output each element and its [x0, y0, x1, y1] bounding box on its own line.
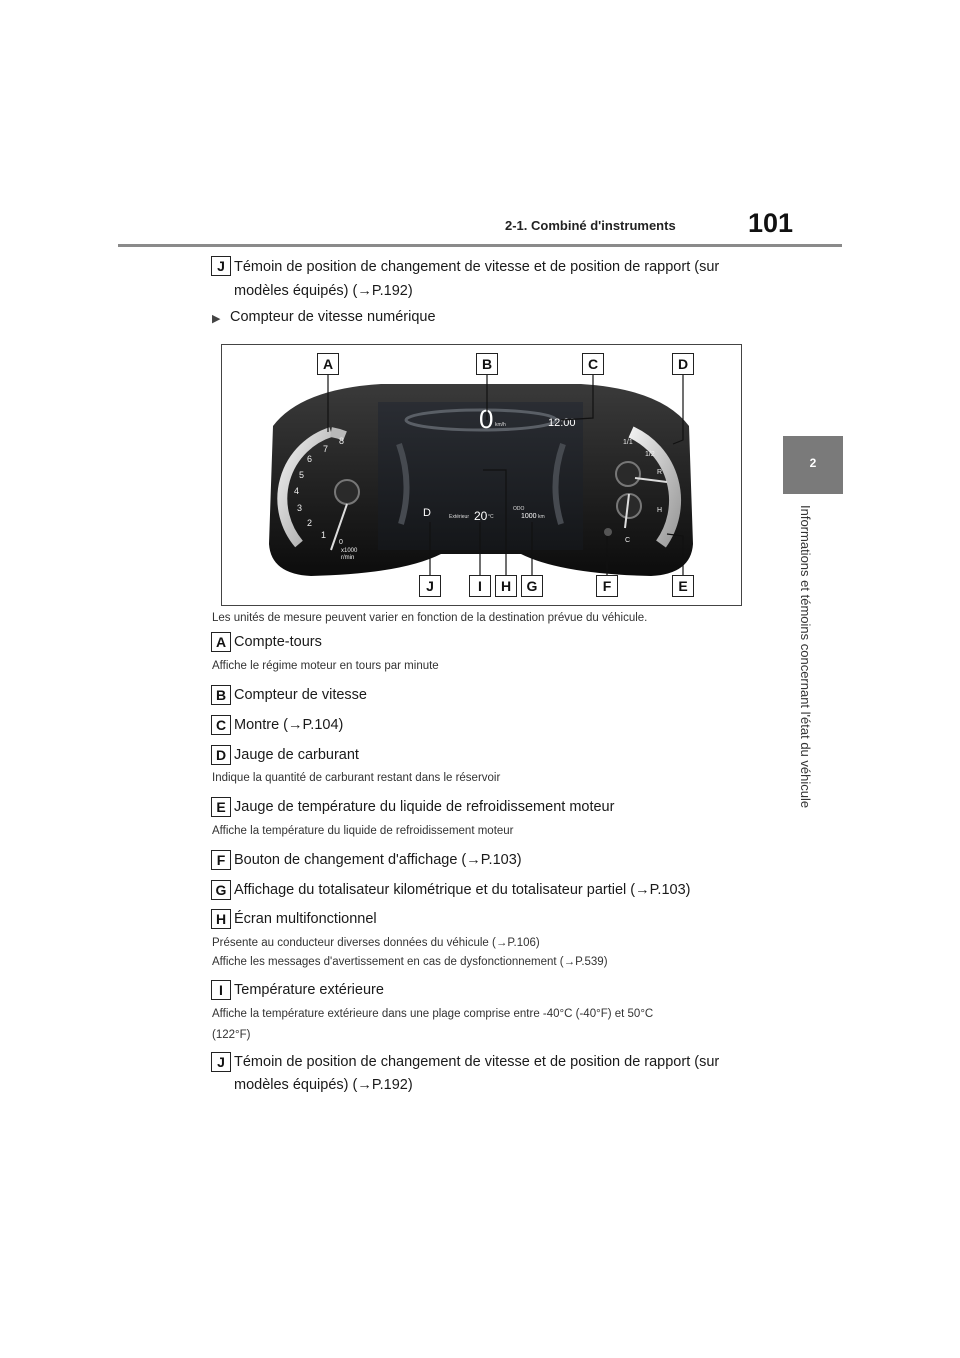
item-desc-h-1: Présente au conducteur diverses données du véhicule (→P.106) [212, 937, 540, 949]
badge-j-2: J [211, 1052, 231, 1072]
badge-b: B [211, 685, 231, 705]
item-title-h: Écran multifonctionnel [234, 911, 377, 927]
badge-d: D [211, 745, 231, 765]
outside-temp: 20 [474, 509, 488, 523]
outside-unit: °C [488, 514, 494, 520]
tach-number-6: 6 [307, 454, 313, 464]
badge-a: A [211, 632, 231, 652]
badge-e: E [211, 797, 231, 817]
page-number: 101 [748, 208, 794, 238]
clock-value: 12:00 [548, 417, 576, 429]
badge-i: I [211, 980, 231, 1000]
callout-e: E [672, 575, 694, 597]
badge-g: G [211, 880, 231, 900]
odo-label: ODO [513, 506, 525, 512]
tach-unit-bottom: r/min [341, 555, 355, 561]
item-desc-i-1: Affiche la température extérieure dans une plage comprise entre -40°C (-40°F) et 50°C [212, 1008, 654, 1020]
tach-number-1: 1 [321, 530, 327, 540]
callout-b: B [476, 353, 498, 375]
item-desc-d: Indique la quantité de carburant restant dans le réservoir [212, 772, 501, 784]
fuel-hub [616, 462, 640, 486]
item-desc-a: Affiche le régime moteur en tours par minute [212, 660, 439, 672]
item-title-d: Jauge de carburant [234, 747, 359, 763]
intro-line-2: modèles équipés) (→P.192) [234, 283, 413, 299]
callout-i: I [469, 575, 491, 597]
item-desc-i-2: (122°F) [212, 1029, 251, 1041]
callout-h: H [495, 575, 517, 597]
odo-unit: km [538, 514, 545, 520]
outside-label: Extérieur [449, 514, 470, 520]
header-rule [118, 244, 842, 247]
callout-a: A [317, 353, 339, 375]
subheading: Compteur de vitesse numérique [230, 309, 436, 325]
tach-number-2: 2 [307, 518, 313, 528]
item-title-a: Compte-tours [234, 634, 322, 650]
fuel-label-full: 1/1 [623, 439, 633, 446]
gear-indicator: D [423, 507, 431, 519]
chapter-title-vertical [775, 505, 835, 835]
tach-hub [335, 480, 359, 504]
temp-label-cold: C [625, 537, 631, 544]
tach-unit-top: x1000 [341, 548, 358, 554]
badge-c: C [211, 715, 231, 735]
item-title-f: Bouton de changement d'affichage (→P.103) [234, 852, 522, 868]
chapter-number: 2 [809, 456, 817, 470]
fuel-label-half: 1/2 [645, 451, 655, 458]
callout-f: F [596, 575, 618, 597]
item-desc-e: Affiche la température du liquide de refroidissement moteur [212, 825, 514, 837]
callout-d: D [672, 353, 694, 375]
section-title: 2-1. Combiné d'instruments [505, 218, 676, 233]
tach-number-7: 7 [323, 444, 329, 454]
badge-f: F [211, 850, 231, 870]
tach-number-5: 5 [299, 470, 305, 480]
item-title-c: Montre (→P.104) [234, 717, 344, 733]
badge-j: J [211, 256, 231, 276]
item-title-e: Jauge de température du liquide de refroidissement moteur [234, 799, 615, 815]
instrument-cluster-illustration [221, 344, 740, 604]
speed-unit: km/h [495, 422, 506, 428]
item-title-i: Température extérieure [234, 982, 384, 998]
speed-value: 0 [479, 404, 494, 434]
temp-label-hot: H [657, 507, 663, 514]
tach-number-4: 4 [294, 486, 300, 496]
fuel-label-reserve: R [657, 469, 663, 476]
item-title-b: Compteur de vitesse [234, 687, 367, 703]
tach-number-8: 8 [339, 436, 345, 446]
callout-c: C [582, 353, 604, 375]
tach-number-0: 0 [339, 539, 343, 546]
display-change-button [604, 528, 612, 536]
bullet-arrow-icon: ▶ [212, 313, 221, 325]
tach-number-3: 3 [297, 503, 303, 513]
callout-g: G [521, 575, 543, 597]
chapter-title: Informations et témoins concernant l'état du véhicule [798, 505, 813, 809]
figure-caption: Les unités de mesure peuvent varier en fonction de la destination prévue du véhicule. [212, 612, 648, 624]
intro-line-1: Témoin de position de changement de vitesse et de position de rapport (sur [234, 259, 720, 275]
item-title-g: Affichage du totalisateur kilométrique et du totalisateur partiel (→P.103) [234, 882, 691, 898]
item-title-j-2: modèles équipés) (→P.192) [234, 1077, 413, 1093]
item-title-j-1: Témoin de position de changement de vitesse et de position de rapport (sur [234, 1054, 720, 1070]
badge-h: H [211, 909, 231, 929]
item-desc-h-2: Affiche les messages d'avertissement en cas de dysfonctionnement (→P.539) [212, 956, 608, 968]
odo-value: 1000 [521, 513, 537, 520]
callout-j: J [419, 575, 441, 597]
